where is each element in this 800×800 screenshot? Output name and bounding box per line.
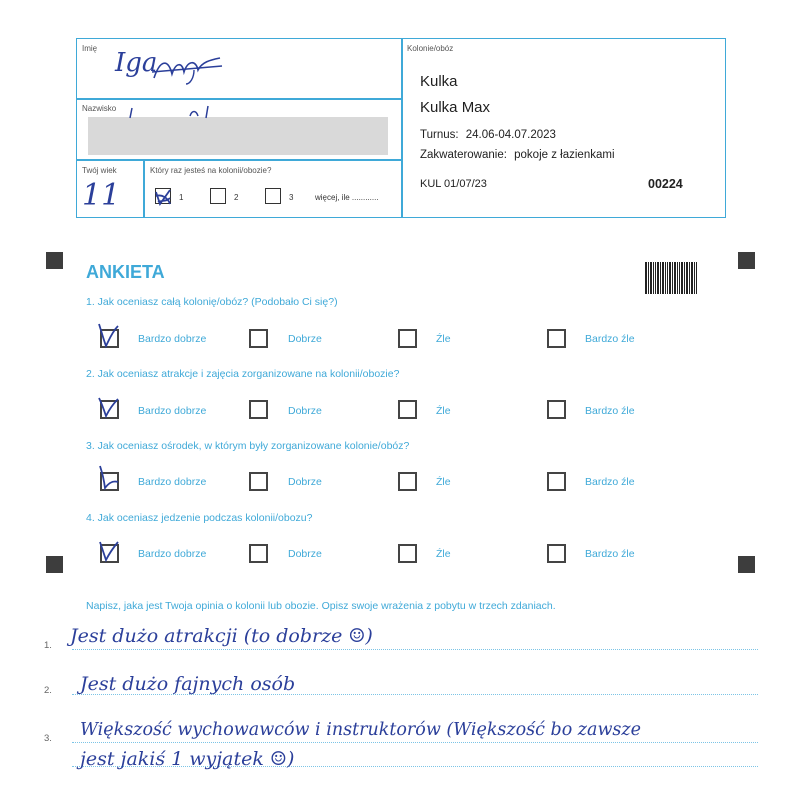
opinion-line-2-number: 2. (44, 685, 52, 696)
zakwaterowanie-label: Zakwaterowanie: (420, 149, 507, 161)
ktory-raz-option-more: więcej, ile ............ (315, 193, 379, 202)
q1-option-dobrze: Dobrze (288, 333, 322, 345)
question-4: 4. Jak oceniasz jedzenie podczas kolonii/obozu? (86, 512, 313, 524)
turnus-value: 24.06-04.07.2023 (465, 129, 556, 141)
q3-option-bardzo-dobrze: Bardzo dobrze (138, 476, 207, 488)
q3-checkbox-zle[interactable] (398, 472, 417, 491)
form-number: 00224 (648, 177, 683, 191)
opinion-line-1-number: 1. (44, 640, 52, 651)
opinion-line-3-continuation[interactable]: jest jakiś 1 wyjątek ☺) (80, 748, 295, 770)
q2-option-dobrze: Dobrze (288, 405, 322, 417)
imie-label: Imię (82, 44, 98, 53)
ktory-raz-option-1: 1 (179, 193, 184, 202)
q4-option-bardzo-dobrze: Bardzo dobrze (138, 548, 207, 560)
question-2: 2. Jak oceniasz atrakcje i zajęcia zorganizowane na kolonii/obozie? (86, 368, 400, 380)
q1-option-bardzo-zle: Bardzo źle (585, 333, 635, 345)
turnus-label: Turnus: (420, 129, 459, 141)
opinion-prompt: Napisz, jaka jest Twoja opinia o kolonii lub obozie. Opisz swoje wrażenia z pobytu w trzech zdaniach. (86, 600, 556, 612)
opinion-line-1-rule (72, 649, 758, 650)
ktory-raz-option-3: 3 (289, 193, 294, 202)
header-divider-vertical (401, 38, 403, 218)
opinion-line-3-number: 3. (44, 733, 52, 744)
opinion-line-3-rule (72, 742, 758, 743)
question-1: 1. Jak oceniasz całą kolonię/obóz? (Podobało Ci się?) (86, 296, 338, 308)
q3-checkbox-dobrze[interactable] (249, 472, 268, 491)
q3-option-bardzo-zle: Bardzo źle (585, 476, 635, 488)
q4-checkbox-zle[interactable] (398, 544, 417, 563)
q1-checkbox-dobrze[interactable] (249, 329, 268, 348)
kolonie-label: Kolonie/obóz (407, 44, 454, 53)
registration-marker-top-right (738, 252, 755, 269)
question-3: 3. Jak oceniasz ośrodek, w którym były zorganizowane kolonie/obóz? (86, 440, 410, 452)
q1-checkbox-bardzo-zle[interactable] (547, 329, 566, 348)
header-divider-imie (76, 98, 402, 100)
camp-name-2: Kulka Max (420, 99, 491, 116)
zakwaterowanie-row (420, 149, 615, 161)
q3-option-dobrze: Dobrze (288, 476, 322, 488)
q2-option-bardzo-dobrze: Bardzo dobrze (138, 405, 207, 417)
redacted-surname (88, 117, 388, 155)
q4-option-bardzo-zle: Bardzo źle (585, 548, 635, 560)
q4-option-dobrze: Dobrze (288, 548, 322, 560)
q4-checkbox-dobrze[interactable] (249, 544, 268, 563)
q1-checkbox-zle[interactable] (398, 329, 417, 348)
ktory-raz-option-2: 2 (234, 193, 239, 202)
ktory-raz-checkbox-2[interactable] (210, 188, 226, 204)
ktory-raz-checkbox-3[interactable] (265, 188, 281, 204)
q4-check-mark (94, 534, 122, 564)
q2-checkbox-dobrze[interactable] (249, 400, 268, 419)
q4-option-zle: Źle (436, 548, 451, 560)
turnus-row (420, 129, 556, 141)
q2-check-mark (94, 392, 122, 422)
camp-name-1: Kulka (420, 73, 458, 90)
opinion-line-2-text[interactable]: Jest dużo fajnych osób (80, 673, 296, 695)
q3-option-zle: Źle (436, 476, 451, 488)
header-divider-wiek (143, 159, 145, 218)
opinion-line-3-text[interactable]: Większość wychowawców i instruktorów (Większość bo zawsze (80, 720, 641, 740)
q4-checkbox-bardzo-zle[interactable] (547, 544, 566, 563)
q2-checkbox-bardzo-zle[interactable] (547, 400, 566, 419)
q3-check-mark (94, 462, 122, 494)
surname-ink-tops (120, 104, 220, 120)
ktory-raz-label: Który raz jesteś na kolonii/obozie? (150, 166, 272, 175)
barcode (645, 262, 698, 294)
registration-marker-bottom-left (46, 556, 63, 573)
registration-marker-top-left (46, 252, 63, 269)
zakwaterowanie-value: pokoje z łazienkami (514, 149, 615, 161)
wiek-value[interactable]: 11 (82, 178, 121, 213)
registration-marker-bottom-right (738, 556, 755, 573)
nazwisko-label: Nazwisko (82, 104, 117, 113)
survey-title: ANKIETA (86, 262, 165, 282)
q2-option-zle: Źle (436, 405, 451, 417)
opinion-line-1-text[interactable]: Jest dużo atrakcji (to dobrze ☺) (70, 625, 373, 647)
crossed-out-scribble (150, 52, 225, 86)
ktory-raz-scribble-mark (150, 182, 176, 210)
camp-code: KUL 01/07/23 (420, 178, 487, 190)
q1-option-zle: Źle (436, 333, 451, 345)
q2-option-bardzo-zle: Bardzo źle (585, 405, 635, 417)
q2-checkbox-zle[interactable] (398, 400, 417, 419)
imie-value[interactable]: Iga (115, 48, 158, 78)
q1-check-mark (94, 320, 122, 350)
wiek-label: Twój wiek (82, 166, 117, 175)
q3-checkbox-bardzo-zle[interactable] (547, 472, 566, 491)
header-divider-nazwisko (76, 159, 402, 161)
q1-option-bardzo-dobrze: Bardzo dobrze (138, 333, 207, 345)
